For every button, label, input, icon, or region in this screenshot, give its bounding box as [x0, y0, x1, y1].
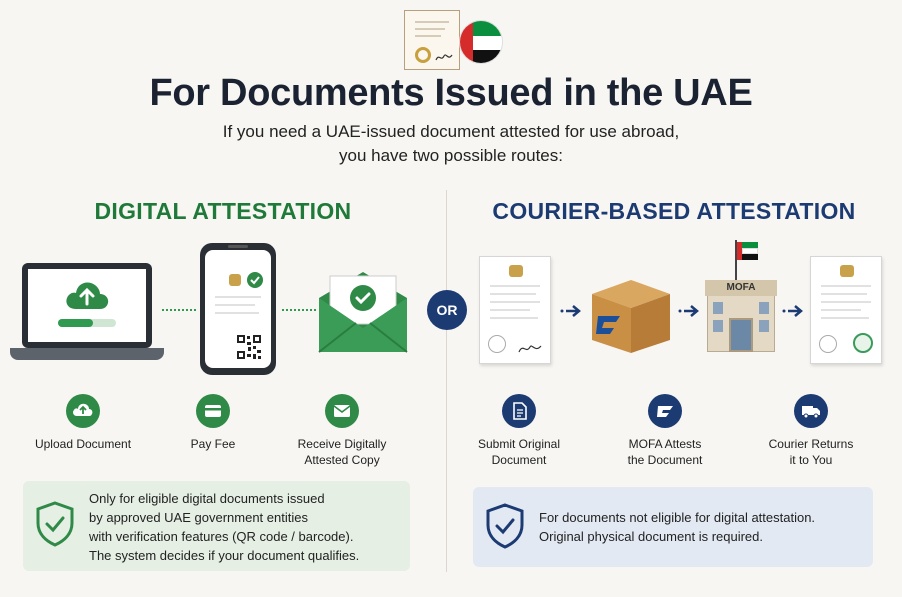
connector-dots — [162, 309, 196, 311]
courier-eligibility-note — [473, 487, 873, 567]
card-icon — [196, 394, 230, 428]
section-divider — [446, 190, 447, 572]
original-document-illustration — [479, 256, 551, 364]
laptop-illustration — [22, 263, 152, 348]
note-line: For documents not eligible for digital attestation. — [539, 510, 816, 525]
step-label-upload: Upload Document — [34, 437, 132, 451]
shield-check-icon — [35, 501, 75, 547]
envelope-icon — [325, 394, 359, 428]
digital-attestation-title: DIGITAL ATTESTATION — [94, 198, 352, 224]
certificate-icon — [404, 10, 460, 70]
step-label-receive — [272, 436, 412, 468]
envelope-illustration — [316, 268, 410, 354]
step-label-return-line1: Courier Returns — [768, 437, 854, 451]
note-line: by approved UAE government entities — [89, 510, 308, 525]
document-icon — [502, 394, 536, 428]
mofa-sign: MOFA — [705, 280, 777, 296]
step-label-submit — [449, 436, 589, 468]
mofa-building-illustration — [705, 240, 777, 352]
uae-emblem-icon — [229, 274, 241, 286]
uae-flag-icon — [459, 20, 503, 64]
arrow-right-icon — [782, 305, 804, 317]
note-line: with verification features (QR code / barcode). — [89, 529, 354, 544]
arrow-right-icon — [678, 305, 700, 317]
step-label-receive-line2: Attested Copy — [304, 453, 380, 467]
page-title: For Documents Issued in the UAE — [149, 72, 753, 114]
note-line: Only for eligible digital documents issued — [89, 491, 325, 506]
step-label-mofa-line1: MOFA Attests — [628, 437, 702, 451]
cloud-upload-icon — [64, 277, 110, 313]
step-label-submit-line1: Submit Original — [477, 437, 561, 451]
courier-logo-icon — [648, 394, 682, 428]
step-label-courier-return — [741, 436, 881, 468]
attested-document-illustration — [810, 256, 882, 364]
subtitle-line-2: you have two possible routes: — [339, 146, 563, 165]
or-separator: OR — [427, 290, 467, 330]
connector-dots — [282, 309, 316, 311]
step-label-mofa — [595, 436, 735, 468]
subtitle-line-1: If you need a UAE-issued document attested for use abroad, — [222, 122, 680, 141]
step-label-mofa-line2: the Document — [627, 453, 703, 467]
phone-illustration — [200, 243, 276, 375]
courier-attestation-title: COURIER-BASED ATTESTATION — [492, 198, 856, 224]
upload-progress-bar — [58, 319, 116, 327]
step-label-receive-line1: Receive Digitally — [297, 437, 387, 451]
qr-code-icon — [236, 334, 262, 360]
upload-step-icon — [66, 394, 100, 428]
digital-eligibility-note — [23, 481, 410, 571]
courier-box-illustration — [590, 278, 672, 354]
check-badge-icon — [247, 272, 263, 288]
step-label-return-line2: it to You — [789, 453, 833, 467]
step-label-pay: Pay Fee — [190, 437, 236, 451]
note-line: The system decides if your document qualifies. — [89, 548, 360, 563]
truck-icon — [794, 394, 828, 428]
page-subtitle — [0, 120, 902, 168]
note-line: Original physical document is required. — [539, 529, 763, 544]
shield-check-icon — [485, 503, 525, 549]
laptop-base — [10, 348, 164, 360]
step-label-submit-line2: Document — [491, 453, 547, 467]
arrow-right-icon — [560, 305, 582, 317]
